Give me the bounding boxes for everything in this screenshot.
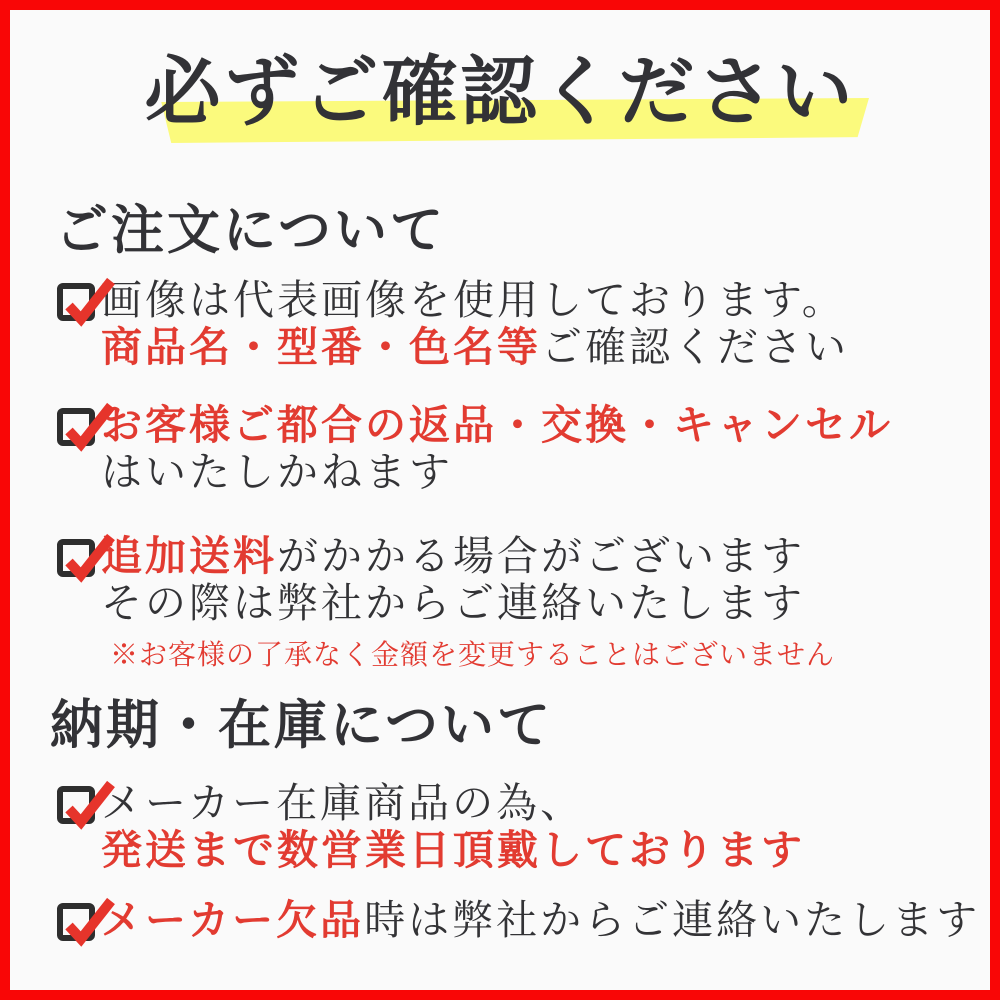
item-text bbox=[101, 533, 805, 627]
text-segment: はいたしかねます bbox=[101, 448, 453, 496]
text-segment: メーカー在庫商品の為、 bbox=[101, 779, 585, 827]
price-change-note: ※お客様の了承なく金額を変更することはございません bbox=[110, 638, 836, 671]
text-segment-red: メーカー欠品 bbox=[101, 896, 365, 944]
checkmark-icon bbox=[61, 533, 115, 587]
section-heading-orders: ご注文について bbox=[55, 199, 446, 261]
checkbox-icon bbox=[57, 539, 95, 577]
checkmark-icon bbox=[61, 402, 115, 456]
checkbox-icon bbox=[57, 283, 95, 321]
checklist-item-maker-stock bbox=[57, 780, 805, 874]
checkmark-icon bbox=[61, 897, 115, 951]
checkbox-icon bbox=[57, 786, 95, 824]
checkbox-icon bbox=[57, 408, 95, 446]
page-title: 必ずご確認ください bbox=[144, 47, 856, 136]
checkmark-icon bbox=[61, 277, 115, 331]
checkbox-icon bbox=[57, 903, 95, 941]
text-segment: ご確認ください bbox=[541, 323, 849, 371]
item-text bbox=[101, 402, 893, 496]
text-segment-red: 商品名・型番・色名等 bbox=[101, 323, 541, 371]
checklist-item-representative-image bbox=[57, 277, 849, 371]
text-segment: その際は弊社からご連絡いたします bbox=[101, 579, 805, 627]
text-segment-red: 発送まで数営業日頂戴しております bbox=[101, 826, 805, 874]
text-segment: 時は弊社からご連絡いたします bbox=[364, 896, 981, 944]
text-segment: がかかる場合がございます bbox=[277, 532, 805, 580]
checklist-item-returns bbox=[57, 402, 893, 496]
text-segment: 画像は代表画像を使用しております。 bbox=[101, 276, 846, 324]
checklist-item-maker-shortage bbox=[57, 897, 980, 944]
item-text bbox=[101, 897, 980, 944]
item-text bbox=[101, 277, 849, 371]
text-segment-red: 追加送料 bbox=[101, 532, 277, 580]
text-segment-red: お客様ご都合の返品・交換・キャンセル bbox=[101, 401, 893, 449]
checkmark-icon bbox=[61, 780, 115, 834]
section-heading-delivery-stock: 納期・在庫について bbox=[50, 694, 553, 756]
checklist-item-extra-shipping bbox=[57, 533, 805, 627]
item-text bbox=[101, 780, 805, 874]
